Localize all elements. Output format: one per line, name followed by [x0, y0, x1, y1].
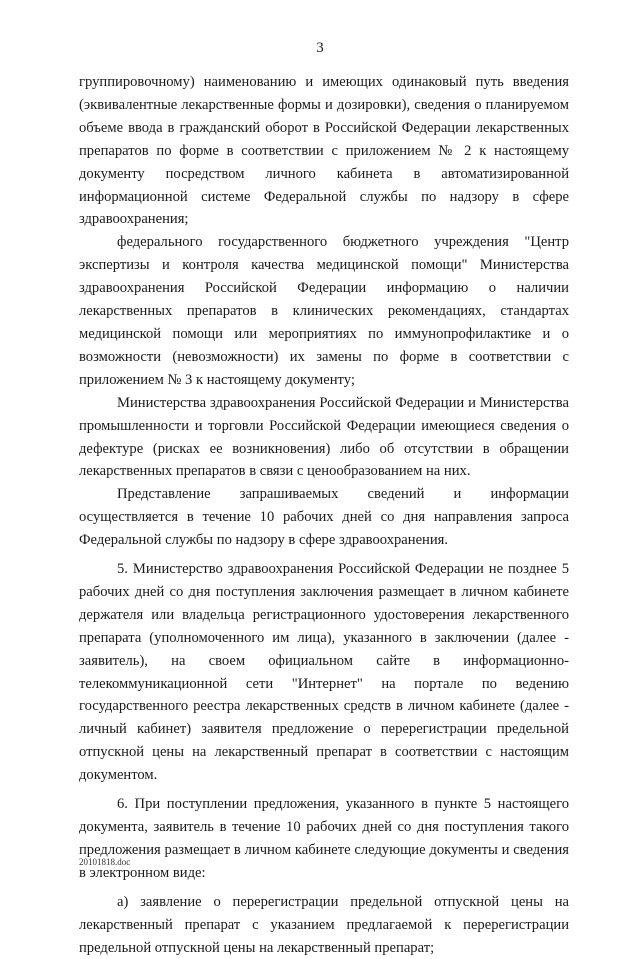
paragraph-item-5: 5. Министерство здравоохранения Российской Федерации не позднее 5 рабочих дней со дня поступления заключения размещает в личном кабинете держателя или владельца регистрационного удостоверения лекарственного препарата (уполномоченного им лица), указанного в заключении (далее - заявитель), на своем официальном сайте в информационно-телекоммуникационной сети "Интернет" на портале по ведению государственного реестра лекарственных средств в личном кабинете (далее - личный кабинет) заявителя предложение о перерегистрации предельной отпускной цены на лекарственный препарат в соответствии с настоящим документом.	[79, 561, 569, 784]
footer-filename: 20101818.doc	[79, 857, 131, 867]
document-body	[79, 71, 569, 959]
paragraph-item-6: 6. При поступлении предложения, указанного в пункте 5 настоящего документа, заявитель в течение 10 рабочих дней со дня поступления такого предложения размещает в личном кабинете следующие документы и сведения в электронном виде:	[79, 796, 569, 881]
paragraph-center-expertise: федерального государственного бюджетного учреждения "Центр экспертизы и контроля качества медицинской помощи" Министерства здравоохранения Российской Федерации информацию о наличии лекарственных препаратов в клинических рекомендациях, стандартах медицинской помощи или мероприятиях по иммунопрофилактике и о возможности (невозможности) их замены по форме в соответствии с приложением № 3 к настоящему документу;	[79, 234, 569, 388]
paragraph-ministries: Министерства здравоохранения Российской Федерации и Министерства промышленности и торговли Российской Федерации имеющиеся сведения о дефектуре (рисках ее возникновения) либо об отсутствии в обращении лекарственных препаратов в связи с ценообразованием на них.	[79, 394, 569, 480]
page-number: 3	[316, 40, 324, 56]
paragraph-subitem-a: а) заявление о перерегистрации предельной отпускной цены на лекарственный препарат с указанием предлагаемой к перерегистрации предельной отпускной цены на лекарственный препарат;	[79, 893, 569, 956]
paragraph-submission-term: Представление запрашиваемых сведений и информации осуществляется в течение 10 рабочих дней со дня направления запроса Федеральной службы по надзору в сфере здравоохранения.	[79, 486, 569, 549]
paragraph-continuation: группировочному) наименованию и имеющих одинаковый путь введения (эквивалентные лекарственные формы и дозировки), сведения о планируемом объеме ввода в гражданский оборот в Российской Федерации лекарственных препаратов по форме в соответствии с приложением № 2 к настоящему документу посредством личного кабинета в автоматизированной информационной системе Федеральной службы по надзору в сфере здравоохранения;	[79, 74, 569, 228]
